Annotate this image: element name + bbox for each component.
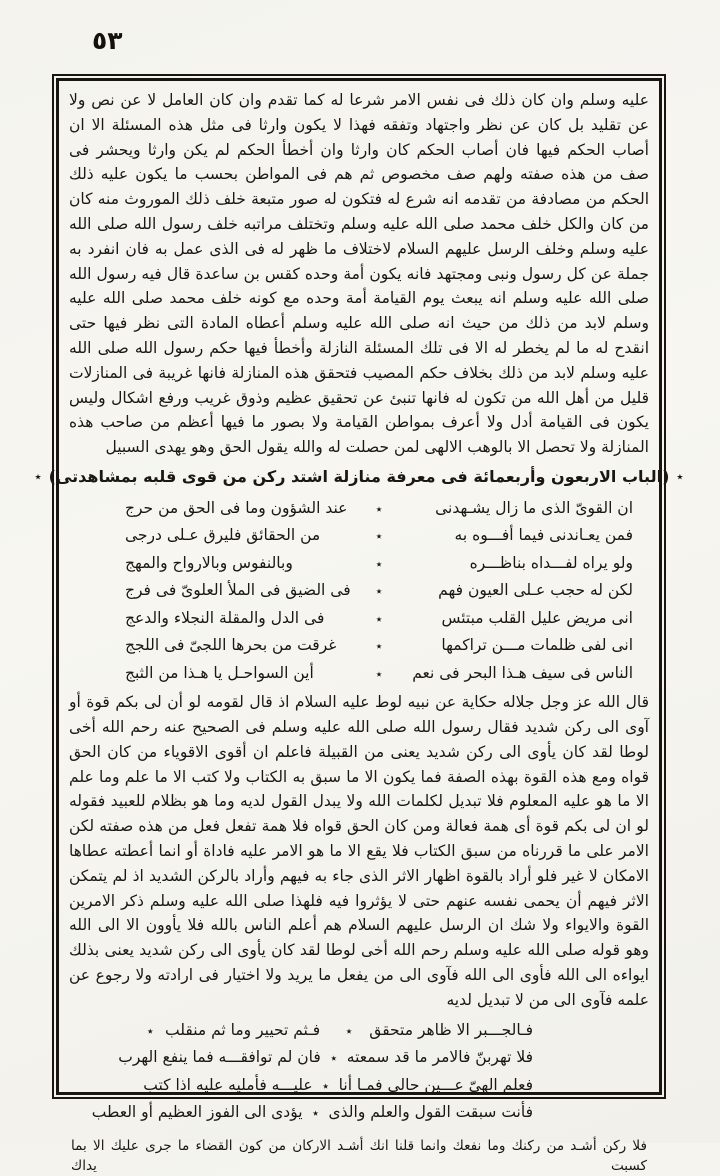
verse-row bbox=[125, 550, 633, 578]
ornament-star-icon: ٭ bbox=[34, 469, 42, 485]
hemistich-right: فلا تهربنّ فالامر ما قد سمعته bbox=[346, 1048, 533, 1067]
page-frame-inner bbox=[34, 78, 684, 1174]
hemistich-left: أين السواحـل يا هـذا من الثبج bbox=[125, 663, 314, 682]
verse-row bbox=[125, 632, 633, 660]
poem-first bbox=[125, 495, 633, 688]
verse-separator-icon: ٭ bbox=[375, 584, 383, 599]
verse-row bbox=[125, 495, 633, 523]
verse-row bbox=[91, 1099, 533, 1127]
hemistich-left: عليـــه فأمليه عليه اذا كتب bbox=[143, 1075, 313, 1094]
catchword-line: فلا ركن أشـد من ركنك وما نفعك وانما قلنا انك أشـد الاركان من كون القضاء ما جرى عليك الا بما كسبت يداك bbox=[71, 1137, 647, 1174]
verse-separator-icon: ٭ bbox=[375, 639, 383, 654]
prose-paragraph-top: عليه وسلم وان كان ذلك فى نفس الامر شرعا له كما تقدم وان كان العامل لا عن نص ولا عن تقليد بل كان عن نظر واجتهاد وتفقه فهذا لا يكون وارثا فى مثل هذه المسئلة الا ان أصاب الحكم فيها فان أصاب الحكم كان وارثا وان أخطأ الحكم لم يكن وارثا ويحشر فى صف من هذه صفته ولهم صف مخصوص ثم هم فى المواطن بحسب ما يكون عليه ذلك الحكم من مصادفة من تقدمه انه شرع له فتكون له صور متبعة خلف ذلك الموروث منه كان من كان والكل خلف محمد صلى الله عليه وسلم وتختلف مراتبه خلف رسول الله صلى الله عليه وسلم وخلف الرسل عليهم السلام لاختلاف ما ظهر له فى الذى عمل به فان انفرد به جملة عن كل رسول ونبى ومجتهد فانه يكون أمة وحده كقس بن ساعدة قال فيه رسول الله صلى الله عليه وسلم انه يبعث يوم القيامة أمة وحده مع كونه خلف محمد صلى الله عليه وسلم لابد من ذلك من حيث انه صلى الله عليه وسلم أعطاه المادة التى نظر فيها حتى انقدح له ما لم يخطر له الا فى تلك المسئلة النازلة وأخطأ فيها حكم رسول الله صلى الله عليه وسلم لابد من ذلك بخلاف حكم المصيب فتحقق هذه المنازلة فانها غريبة فى المنازلات قليل من أهل الله من تكون له فانها تنبئ عن تحقيق عظيم وذوق غريب ورفع اشكال وليس يكون فى القيامة أدل ولا أعرف بمواطن القيامة ولا بصور ما فيها أعظم من صاحب هذه المنازلة ولا تحصل الا بالوهب الالهى لمن حصلت له والله يقول الحق وهو يهدى السبيل bbox=[69, 91, 649, 457]
hemistich-left: فى الدل والمقلة النجلاء والدعج bbox=[125, 608, 325, 627]
verse-separator-icon: ٭ bbox=[375, 529, 383, 544]
verse-separator-icon: ٭ bbox=[375, 611, 383, 626]
page-frame bbox=[34, 74, 684, 1174]
verse-row bbox=[125, 577, 633, 605]
hemistich-right: الناس فى سيف هـذا البحر فى نعم bbox=[412, 663, 633, 682]
verse-separator-icon: ٭ bbox=[330, 1051, 338, 1066]
hemistich-right: فمن يعـاندنى فيما أفـــوه به bbox=[454, 526, 633, 545]
hemistich-right: فـالجـــبر الا ظاهر متحقق bbox=[369, 1020, 533, 1039]
verse-separator-icon: ٭ bbox=[312, 1106, 319, 1121]
verse-separator-icon: ٭ bbox=[375, 556, 383, 571]
verse-separator-icon: ٭ bbox=[375, 501, 383, 516]
hemistich-left: من الحقائق فليرق عـلى درجى bbox=[125, 526, 321, 545]
hemistich-left: فى الضيق فى الملأ العلوىّ فى فرج bbox=[125, 581, 351, 600]
hemistich-right: انى لفى ظلمات مـــن تراكمها bbox=[441, 636, 633, 655]
verse-end-star-icon: ٭ bbox=[147, 1023, 154, 1038]
verse-row bbox=[125, 605, 633, 633]
hemistich-left: غرقت من بحرها اللجىّ فى اللجج bbox=[125, 636, 337, 655]
hemistich-left: فان لم توافقـــه فما ينفع الهرب bbox=[118, 1048, 321, 1067]
verse-row bbox=[147, 1017, 533, 1045]
verse-separator-icon: ٭ bbox=[322, 1078, 329, 1093]
hemistich-left: وبالنفوس وبالارواح والمهج bbox=[125, 553, 293, 572]
hemistich-right: ولو يراه لفـــداه بناظـــره bbox=[469, 553, 633, 572]
prose-paragraph-middle: قال الله عز وجل جلاله حكاية عن نبيه لوط عليه السلام اذ قال لقومه لو أن لى بكم قوة أو آوى الى ركن شديد فقال رسول الله صلى الله عليه وسلم فى الصحيح عنه رحم الله أخى لوطا لقد كان يأوى الى ركن شديد يعنى من القبيلة فاعلم ان أقوى الاقوياء من كان الحق قواه ومع هذه القوة بهذه الصفة فما يكون الا ما سبق به الكتاب ولا كتب الا ما علم وما علم الا ما هو عليه المعلوم فلا تبديل لكلمات الله ولا يبدل القول لديه وما هو بظلام للعبيد فقوله لو ان لى بكم قوة أى همة فعالة ومن كان الحق قواه فلا همة تفعل فعل من هذه صفته لكن الامر على ما قررناه من سبق الكتاب فلا يقع الا ما هو الامر عليه فاداة أو انما أعطته عطاها الامكان لا غير فلو أراد بالقوة اظهار الاثر الذى جاء به فيهم وأراد بالركن الشديد اذ لم يتمكن الاثر فيهم أن يحمى نفسه عنهم حتى لا يؤثروا فيه فلهذا صلى الله عليه وسلم ذكر الامرين القوة والايواء ولا شك ان الرسل عليهم السلام هم أعلم الناس بالله فلا يأوون الا الى الله وهو قوله صلى الله عليه وسلم رحم الله أخى لوطا لقد كان يأوى الى ركن شديد يعنى بذلك ايواءه الى الله فأوى الى الله فآوى الى من يفعل ما يريد ولا اختيار فى ارادته ولا رجوع عن علمه فآوى الى من لا تبديل لديه bbox=[69, 693, 649, 1009]
verse-separator-icon: ٭ bbox=[345, 1023, 353, 1038]
chapter-heading bbox=[34, 465, 684, 492]
verse-row bbox=[118, 1044, 533, 1072]
poem-second bbox=[91, 1017, 533, 1127]
hemistich-left: يؤدى الى الفوز العظيم أو العطب bbox=[91, 1103, 303, 1122]
chapter-heading-text: (الباب الاربعون وأربعمائة فى معرفة منازلة اشتد ركن من قوى قلبه بمشاهدتى) bbox=[48, 466, 670, 486]
hemistich-right: لكن له حجب عـلى العيون فهم bbox=[438, 581, 633, 600]
verse-separator-icon: ٭ bbox=[375, 666, 383, 681]
verse-row bbox=[125, 660, 633, 688]
page-number: ٥٣ bbox=[92, 26, 123, 55]
hemistich-right: فعلم الهىّ عـــين حالى فمـا أنا bbox=[338, 1075, 533, 1094]
verse-row bbox=[125, 522, 633, 550]
ornament-star-icon: ٭ bbox=[676, 469, 684, 485]
page-content bbox=[34, 88, 684, 1176]
verse-row bbox=[143, 1072, 533, 1100]
hemistich-left: فـثم تحيير وما ثم منقلب bbox=[165, 1020, 321, 1039]
hemistich-right: ان القوىّ الذى ما زال يشـهدنى bbox=[435, 498, 633, 517]
hemistich-left: عند الشؤون وما فى الحق من حرج bbox=[125, 498, 348, 517]
hemistich-right: فأنت سبقت القول والعلم والذى bbox=[328, 1103, 533, 1122]
hemistich-right: انى مريض عليل القلب مبتئس bbox=[441, 608, 633, 627]
